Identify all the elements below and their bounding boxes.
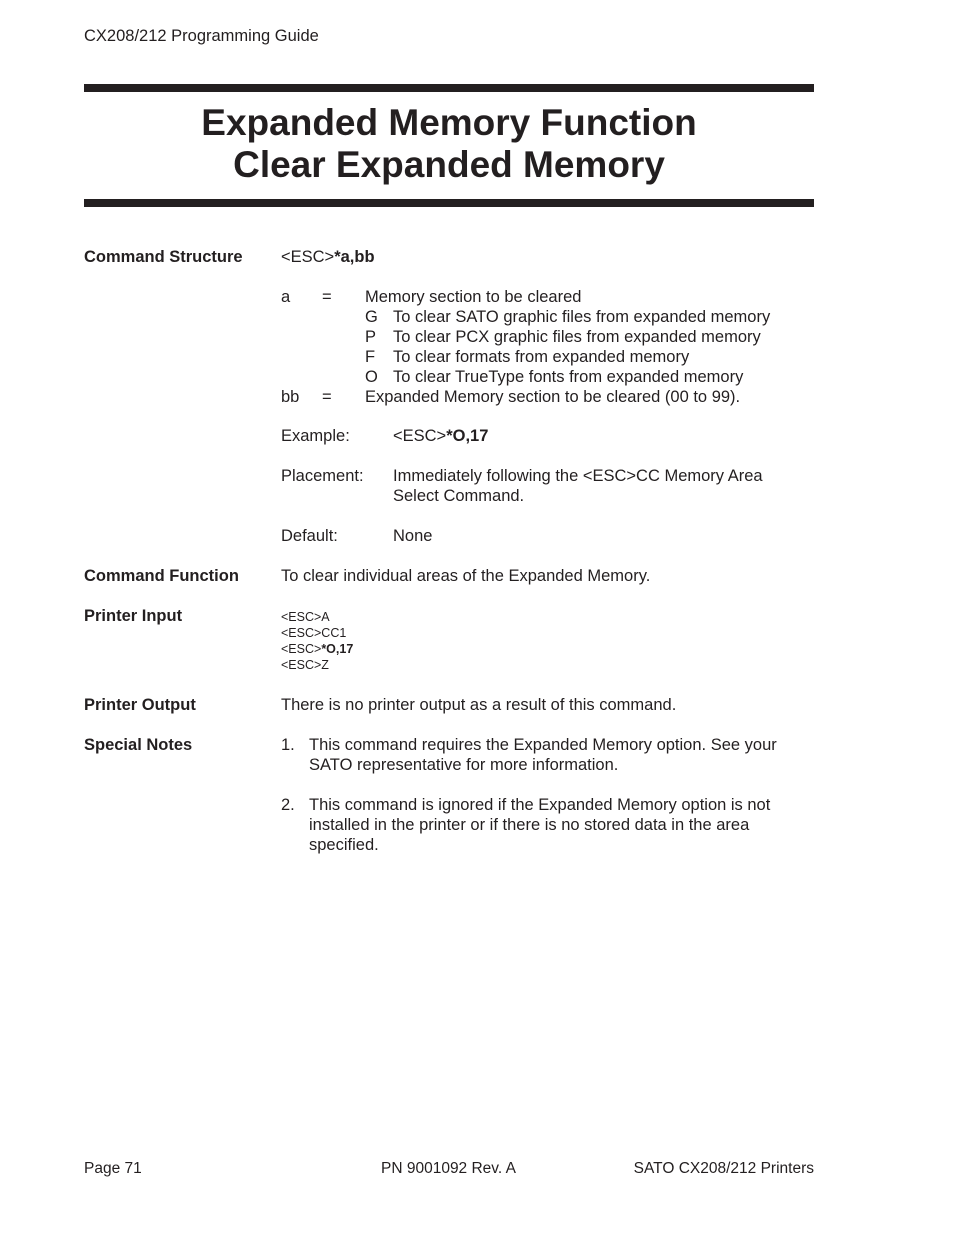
printer-input-line: <ESC>A xyxy=(281,610,330,624)
footer-page-number: Page 71 xyxy=(84,1160,142,1177)
option-code: G xyxy=(365,308,378,326)
param-a-desc: Memory section to be cleared xyxy=(365,288,582,306)
example-value xyxy=(393,427,488,446)
command-prefix: <ESC> xyxy=(281,248,335,266)
bottom-rule xyxy=(84,199,814,207)
printer-input-command: *O,17 xyxy=(321,642,354,656)
option-text: To clear PCX graphic files from expanded memory xyxy=(393,328,761,346)
printer-input-label: Printer Input xyxy=(84,607,183,625)
example-command: *O,17 xyxy=(446,427,489,445)
note-text-line: installed in the printer or if there is no stored data in the area xyxy=(309,816,750,834)
note-text-line: This command requires the Expanded Memory option. See your xyxy=(309,736,777,754)
default-value: None xyxy=(393,527,433,545)
printer-input-line: <ESC>CC1 xyxy=(281,626,347,640)
example-prefix: <ESC> xyxy=(393,427,447,445)
param-bb-eq: = xyxy=(322,388,332,406)
note-text-line: SATO representative for more information. xyxy=(309,756,619,774)
footer-part-number: PN 9001092 Rev. A xyxy=(381,1160,516,1177)
note-text-line: specified. xyxy=(309,836,379,854)
option-code: P xyxy=(365,328,377,346)
special-notes-label: Special Notes xyxy=(84,736,193,754)
printer-output-text: There is no printer output as a result of this command. xyxy=(281,696,677,714)
note-number: 1. xyxy=(281,736,295,754)
printer-input-line xyxy=(281,641,353,657)
option-text: To clear TrueType fonts from expanded memory xyxy=(393,368,744,386)
param-bb-name: bb xyxy=(281,388,300,406)
placement-line1: Immediately following the <ESC>CC Memory Area xyxy=(393,467,763,485)
param-a-name: a xyxy=(281,288,291,306)
page-title-line1: Expanded Memory Function xyxy=(201,102,697,143)
placement-line2: Select Command. xyxy=(393,487,525,505)
option-code: O xyxy=(365,368,378,386)
printer-input-prefix: <ESC> xyxy=(281,642,322,656)
command-params: *a,bb xyxy=(334,248,375,266)
example-label: Example: xyxy=(281,427,350,445)
note-number: 2. xyxy=(281,796,295,814)
param-bb-desc: Expanded Memory section to be cleared (00 to 99). xyxy=(365,388,741,406)
default-label: Default: xyxy=(281,527,338,545)
placement-label: Placement: xyxy=(281,467,364,485)
note-text-line: This command is ignored if the Expanded Memory option is not xyxy=(309,796,771,814)
command-structure-label: Command Structure xyxy=(84,248,243,266)
command-function-label: Command Function xyxy=(84,567,239,585)
printer-output-label: Printer Output xyxy=(84,696,196,714)
option-text: To clear formats from expanded memory xyxy=(393,348,690,366)
page-title-line2: Clear Expanded Memory xyxy=(233,144,665,185)
command-syntax xyxy=(281,248,375,267)
printer-input-line: <ESC>Z xyxy=(281,658,329,672)
option-text: To clear SATO graphic files from expanded memory xyxy=(393,308,771,326)
param-a-eq: = xyxy=(322,288,332,306)
top-rule xyxy=(84,84,814,92)
command-function-text: To clear individual areas of the Expanded Memory. xyxy=(281,567,651,585)
option-code: F xyxy=(365,348,376,366)
footer-product: SATO CX208/212 Printers xyxy=(633,1160,814,1177)
running-header: CX208/212 Programming Guide xyxy=(84,27,319,45)
